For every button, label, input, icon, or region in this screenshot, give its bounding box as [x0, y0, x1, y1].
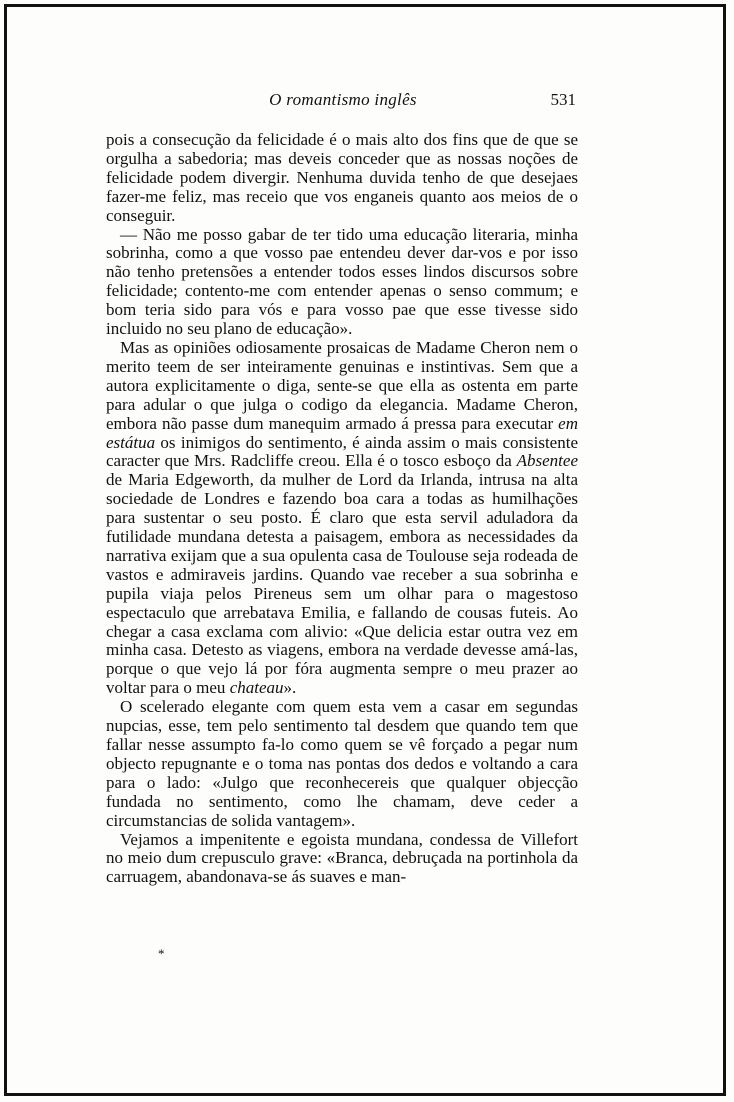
text-run: O scelerado elegante com quem esta vem a casar em segundas nupcias, esse, tem pelo sentimento tal desdem que quando tem que fallar nesse assumpto fa-lo como quem se vê forçado a pegar num objecto repugnante e o toma nas pontas dos dedos e voltando a cara para o lado: «Julgo que reconhecereis que qualquer objecção fundada no sentimento, como lhe chamam, deve ceder a circumstancias de solida vantagem». [106, 697, 578, 830]
paragraph [106, 831, 578, 888]
body-text [106, 131, 578, 887]
paragraph [106, 131, 578, 226]
text-run: os inimigos do sentimento, é ainda assim o mais consistente caracter que Mrs. Radcliffe creou. Ella é o tosco esboço da [106, 432, 578, 471]
italic-text: Absentee [516, 451, 578, 471]
text-run: Vejamos a impenitente e egoista mundana, condessa de Villefort no meio dum crepusculo grave: «Branca, debruçada na portinhola da carruagem, abandonava-se ás suaves e man- [106, 829, 578, 887]
text-run: de Maria Edgeworth, da mulher de Lord da Irlanda, intrusa na alta sociedade de Londres e fazendo boa cara a todas as humilhações para sustentar o seu posto. É claro que esta servil aduladora da futilidade mundana detesta a paisagem, embora as necessidades da narrativa exijam que a sua opulenta casa de Toulouse seja rodeada de vastos e admiraveis jardins. Quando vae receber a sua sobrinha e pupila viaja pelos Pireneus sem um olhar para o magestoso espectaculo que arrebatava Emilia, e fallando de cousas futeis. Ao chegar a casa exclama com alivio: «Que delicia estar outra vez em minha casa. Detesto as viagens, embora na verdade devesse amá-las, porque o que vejo lá por fóra augmenta sempre o meu prazer ao voltar para o meu [106, 470, 578, 698]
text-run: pois a consecução da felicidade é o mais alto dos fins que de que se orgulha a sabedoria; mas deveis conceder que as nossas noções de felicidade podem divergir. Nenhuma duvida tenho de que desejaes fazer-me feliz, mas receio que vos enganeis quanto aos meios de o conseguir. [106, 130, 578, 225]
italic-text: chateau [229, 678, 284, 698]
text-run: ». [283, 678, 297, 698]
italic-text: em estátua [106, 413, 578, 452]
text-run: — Não me posso gabar de ter tido uma educação literaria, minha sobrinha, como a que vosso pae entendeu dever dar-vos e por isso não tenho pretensões a entender todos esses lindos discursos sobre felicidade; contento-me com entender apenas o senso commum; e bom teria sido para vós e para vosso pae que esse tivesse sido incluido no seu plano de educação». [106, 224, 578, 339]
running-title: O romantismo inglês [269, 90, 417, 109]
paragraph [106, 226, 578, 339]
paragraph [106, 339, 578, 698]
signature-mark: * [158, 946, 165, 961]
page-number: 531 [550, 90, 576, 109]
paragraph [106, 698, 578, 830]
text-run: Mas as opiniões odiosamente prosaicas de Madame Cheron nem o merito teem de ser inteiramente genuinas e instintivas. Sem que a autora explicitamente o diga, sente-se que ella as ostenta em parte para adular o que julga o codigo da elegancia. Madame Cheron, embora não passe dum manequim armado á pressa para executar [106, 337, 578, 433]
page-header [110, 90, 576, 114]
